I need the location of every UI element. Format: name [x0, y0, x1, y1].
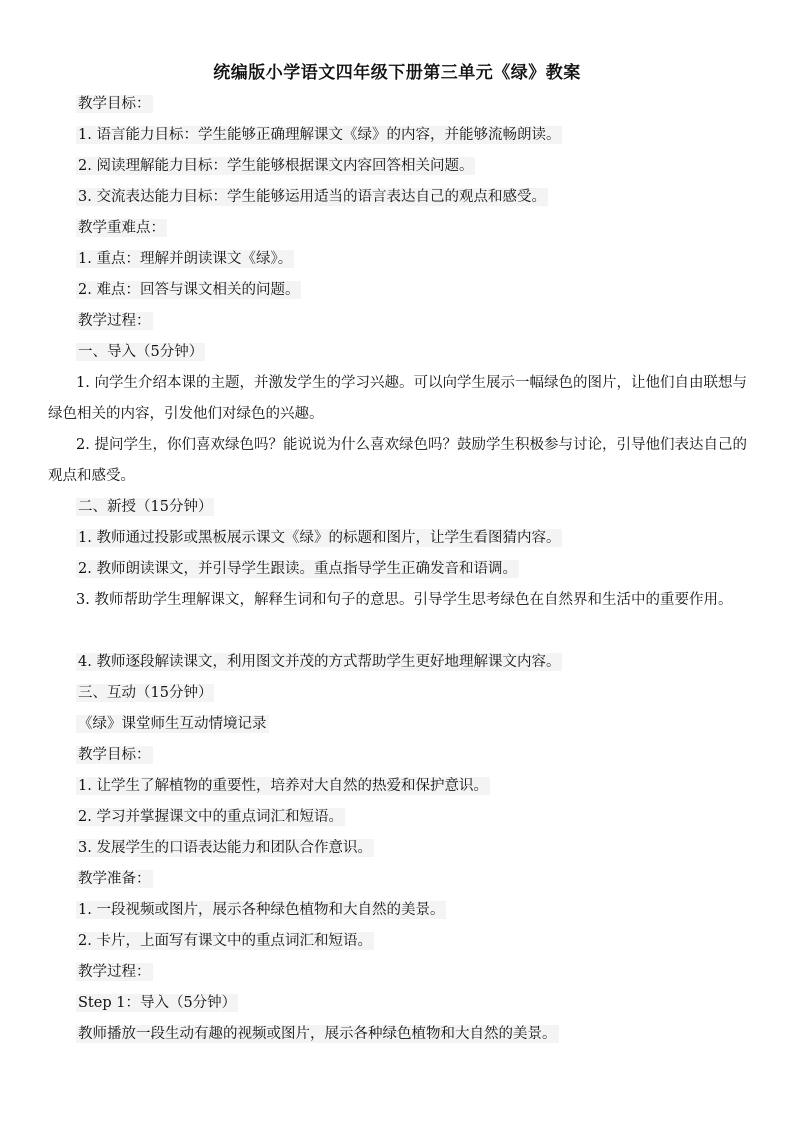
step-heading-intro: 一、导入（5分钟） — [78, 344, 204, 360]
section-heading-process: 教学过程： — [78, 964, 151, 980]
list-item: 3. 发展学生的口语表达能力和团队合作意识。 — [78, 840, 372, 856]
list-item: 4. 教师逐段解读课文，利用图文并茂的方式帮助学生更好地理解课文内容。 — [78, 654, 561, 670]
section-heading-preparation: 教学准备： — [78, 871, 151, 887]
subtitle: 《绿》课堂师生互动情境记录 — [78, 716, 267, 732]
paragraph: 1. 向学生介绍本课的主题，并激发学生的学习兴趣。可以向学生展示一幅绿色的图片，让他们自由联想与绿色相关的内容，引发他们对绿色的兴趣。 — [48, 375, 747, 422]
paragraph: 3. 教师帮助学生理解课文，解释生词和句子的意思。引导学生思考绿色在自然界和生活中的重要作用。 — [76, 592, 733, 608]
section-heading-objectives: 教学目标： — [78, 96, 151, 112]
list-item: 1. 教师通过投影或黑板展示课文《绿》的标题和图片，让学生看图猜内容。 — [78, 530, 561, 546]
list-item: 1. 一段视频或图片，展示各种绿色植物和大自然的美景。 — [78, 902, 445, 918]
document-title: 统编版小学语文四年级下册第三单元《绿》教案 — [213, 63, 581, 83]
section-heading-objectives: 教学目标： — [78, 747, 151, 763]
objective-item: 3. 交流表达能力目标：学生能够运用适当的语言表达自己的观点和感受。 — [78, 189, 546, 205]
list-item: 2. 卡片，上面写有课文中的重点词汇和短语。 — [78, 933, 372, 949]
list-item: 2. 学习并掌握课文中的重点词汇和短语。 — [78, 809, 343, 825]
list-item: 2. 教师朗读课文，并引导学生跟读。重点指导学生正确发音和语调。 — [78, 561, 517, 577]
section-heading-key-points: 教学重难点： — [78, 220, 165, 236]
objective-item: 2. 阅读理解能力目标：学生能够根据课文内容回答相关问题。 — [78, 158, 474, 174]
key-point-item: 2. 难点：回答与课文相关的问题。 — [78, 282, 300, 298]
section-heading-process: 教学过程： — [78, 313, 151, 329]
paragraph: 2. 提问学生，你们喜欢绿色吗？能说说为什么喜欢绿色吗？鼓励学生积极参与讨论，引导他们表达自己的观点和感受。 — [48, 437, 747, 484]
paragraph: 教师播放一段生动有趣的视频或图片，展示各种绿色植物和大自然的美景。 — [78, 1026, 557, 1042]
list-item: 1. 让学生了解植物的重要性，培养对大自然的热爱和保护意识。 — [78, 778, 488, 794]
step-heading-interaction: 三、互动（15分钟） — [78, 685, 213, 701]
key-point-item: 1. 重点：理解并朗读课文《绿》。 — [78, 251, 293, 267]
step-heading: Step 1：导入（5分钟） — [78, 995, 237, 1011]
step-heading-new: 二、新授（15分钟） — [78, 499, 213, 515]
objective-item: 1. 语言能力目标：学生能够正确理解课文《绿》的内容，并能够流畅朗读。 — [78, 127, 561, 143]
